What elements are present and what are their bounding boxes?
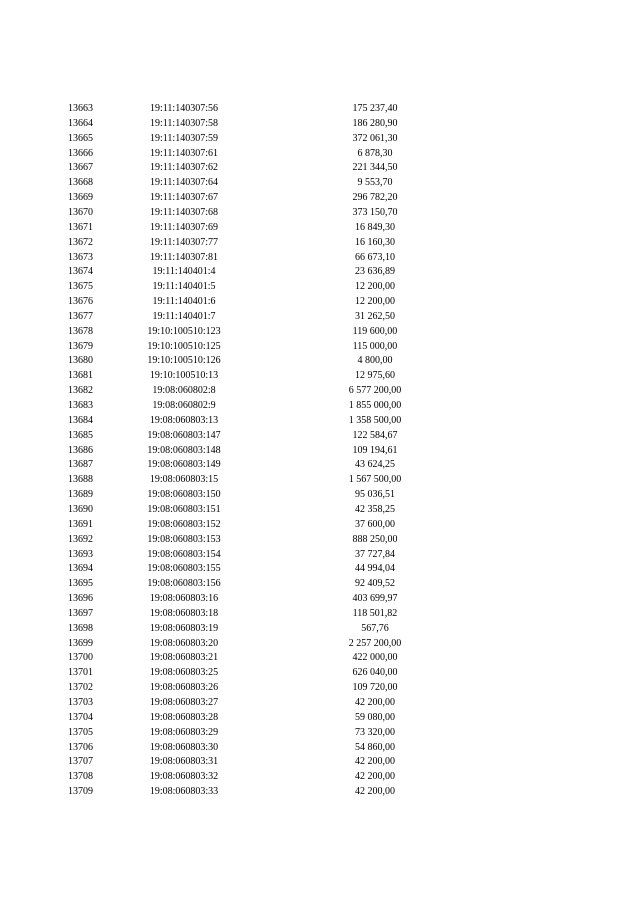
table-row xyxy=(0,429,640,444)
row-id-cell: 13693 xyxy=(68,548,93,560)
data-table xyxy=(0,102,640,802)
cadastral-code-cell: 19:08:060803:19 xyxy=(149,622,219,634)
cadastral-code-cell: 19:08:060803:21 xyxy=(149,652,219,664)
table-row xyxy=(0,607,640,622)
table-row xyxy=(0,191,640,206)
cadastral-code-cell: 19:08:060803:154 xyxy=(147,548,221,560)
table-row xyxy=(0,592,640,607)
cadastral-code-cell: 19:11:140307:56 xyxy=(150,103,218,114)
amount-cell: 1 855 000,00 xyxy=(348,400,402,411)
row-id-cell: 13676 xyxy=(68,296,93,308)
row-id-cell: 13706 xyxy=(68,741,93,753)
cadastral-code-cell: 19:08:060803:153 xyxy=(147,533,221,545)
cadastral-code-cell: 19:08:060803:18 xyxy=(149,607,219,619)
cadastral-code-cell: 19:11:140307:69 xyxy=(150,221,218,233)
cadastral-code-cell: 19:11:140401:5 xyxy=(152,281,216,293)
table-row xyxy=(0,147,640,162)
row-id-cell: 13677 xyxy=(68,310,93,322)
row-id-cell: 13686 xyxy=(68,444,93,456)
amount-cell: 372 061,30 xyxy=(352,132,398,144)
amount-cell: 9 553,70 xyxy=(357,177,393,189)
cadastral-code-cell: 19:08:060803:33 xyxy=(149,786,219,798)
amount-cell: 42 200,00 xyxy=(355,771,395,783)
amount-cell: 403 699,97 xyxy=(352,593,398,605)
row-id-cell: 13683 xyxy=(68,400,93,411)
cadastral-code-cell: 19:08:060803:20 xyxy=(149,637,219,649)
row-id-cell: 13702 xyxy=(68,682,93,694)
amount-cell: 42 200,00 xyxy=(355,697,395,708)
table-row xyxy=(0,637,640,652)
cadastral-code-cell: 19:08:060803:32 xyxy=(149,771,219,783)
amount-cell: 422 000,00 xyxy=(352,652,398,664)
row-id-cell: 13701 xyxy=(68,667,93,679)
amount-cell: 73 320,00 xyxy=(355,726,395,738)
cadastral-code-cell: 19:08:060803:150 xyxy=(147,489,221,501)
table-row xyxy=(0,399,640,414)
amount-cell: 118 501,82 xyxy=(352,607,398,619)
table-row xyxy=(0,785,640,800)
cadastral-code-cell: 19:08:060803:156 xyxy=(147,578,221,590)
cadastral-code-cell: 19:10:100510:126 xyxy=(147,355,221,367)
cadastral-code-cell: 19:08:060803:151 xyxy=(147,503,221,515)
amount-cell: 888 250,00 xyxy=(352,533,398,545)
table-row xyxy=(0,132,640,147)
amount-cell: 175 237,40 xyxy=(352,103,398,114)
amount-cell: 95 036,51 xyxy=(355,489,395,501)
cadastral-code-cell: 19:08:060803:155 xyxy=(147,563,221,575)
cadastral-code-cell: 19:08:060802:9 xyxy=(152,400,216,411)
table-row xyxy=(0,533,640,548)
amount-cell: 42 200,00 xyxy=(355,756,395,768)
table-row xyxy=(0,622,640,637)
row-id-cell: 13704 xyxy=(68,711,93,723)
cadastral-code-cell: 19:11:140401:4 xyxy=(152,266,216,278)
amount-cell: 373 150,70 xyxy=(352,206,398,218)
row-id-cell: 13692 xyxy=(68,533,93,545)
cadastral-code-cell: 19:08:060802:8 xyxy=(152,385,216,397)
row-id-cell: 13700 xyxy=(68,652,93,664)
cadastral-code-cell: 19:11:140401:6 xyxy=(152,296,216,308)
row-id-cell: 13694 xyxy=(68,563,93,575)
table-row xyxy=(0,176,640,191)
amount-cell: 12 200,00 xyxy=(355,296,395,308)
cadastral-code-cell: 19:08:060803:26 xyxy=(149,682,219,694)
row-id-cell: 13664 xyxy=(68,117,93,129)
table-row xyxy=(0,325,640,340)
table-row xyxy=(0,280,640,295)
row-id-cell: 13691 xyxy=(68,518,93,530)
cadastral-code-cell: 19:08:060803:15 xyxy=(149,474,219,486)
cadastral-code-cell: 19:11:140307:59 xyxy=(150,132,218,144)
amount-cell: 37 727,84 xyxy=(355,548,395,560)
amount-cell: 12 975,60 xyxy=(355,370,395,382)
table-row xyxy=(0,473,640,488)
cadastral-code-cell: 19:11:140307:67 xyxy=(150,192,218,204)
row-id-cell: 13707 xyxy=(68,756,93,768)
row-id-cell: 13688 xyxy=(68,474,93,486)
table-row xyxy=(0,458,640,473)
row-id-cell: 13709 xyxy=(68,786,93,798)
row-id-cell: 13696 xyxy=(68,593,93,605)
table-row xyxy=(0,681,640,696)
table-row xyxy=(0,265,640,280)
cadastral-code-cell: 19:10:100510:13 xyxy=(149,370,219,382)
cadastral-code-cell: 19:11:140307:58 xyxy=(150,117,218,129)
table-row xyxy=(0,102,640,117)
table-row xyxy=(0,741,640,756)
table-row xyxy=(0,755,640,770)
cadastral-code-cell: 19:08:060803:147 xyxy=(147,429,221,441)
amount-cell: 115 000,00 xyxy=(352,340,398,352)
amount-cell: 567,76 xyxy=(361,622,389,634)
cadastral-code-cell: 19:11:140401:7 xyxy=(152,310,216,322)
row-id-cell: 13689 xyxy=(68,489,93,501)
table-row xyxy=(0,488,640,503)
amount-cell: 16 160,30 xyxy=(355,236,395,248)
table-row xyxy=(0,161,640,176)
amount-cell: 54 860,00 xyxy=(355,741,395,753)
table-row xyxy=(0,369,640,384)
table-row xyxy=(0,518,640,533)
row-id-cell: 13669 xyxy=(68,192,93,204)
row-id-cell: 13680 xyxy=(68,355,93,367)
amount-cell: 221 344,50 xyxy=(352,162,398,174)
table-row xyxy=(0,384,640,399)
amount-cell: 2 257 200,00 xyxy=(348,637,402,649)
row-id-cell: 13667 xyxy=(68,162,93,174)
row-id-cell: 13672 xyxy=(68,236,93,248)
row-id-cell: 13708 xyxy=(68,771,93,783)
row-id-cell: 13675 xyxy=(68,281,93,293)
row-id-cell: 13666 xyxy=(68,147,93,159)
amount-cell: 626 040,00 xyxy=(352,667,398,679)
row-id-cell: 13673 xyxy=(68,251,93,263)
table-row xyxy=(0,562,640,577)
amount-cell: 16 849,30 xyxy=(355,221,395,233)
cadastral-code-cell: 19:08:060803:31 xyxy=(149,756,219,768)
amount-cell: 23 636,89 xyxy=(355,266,395,278)
cadastral-code-cell: 19:08:060803:27 xyxy=(149,697,219,708)
amount-cell: 44 994,04 xyxy=(355,563,395,575)
cadastral-code-cell: 19:11:140307:68 xyxy=(150,206,218,218)
amount-cell: 186 280,90 xyxy=(352,117,398,129)
row-id-cell: 13685 xyxy=(68,429,93,441)
amount-cell: 6 878,30 xyxy=(357,147,393,159)
amount-cell: 37 600,00 xyxy=(355,518,395,530)
amount-cell: 122 584,67 xyxy=(352,429,398,441)
amount-cell: 92 409,52 xyxy=(355,578,395,590)
row-id-cell: 13671 xyxy=(68,221,93,233)
cadastral-code-cell: 19:08:060803:152 xyxy=(147,518,221,530)
amount-cell: 66 673,10 xyxy=(355,251,395,263)
table-row xyxy=(0,354,640,369)
row-id-cell: 13699 xyxy=(68,637,93,649)
table-row xyxy=(0,206,640,221)
row-id-cell: 13698 xyxy=(68,622,93,634)
amount-cell: 109 720,00 xyxy=(352,682,398,694)
amount-cell: 6 577 200,00 xyxy=(348,385,402,397)
cadastral-code-cell: 19:08:060803:148 xyxy=(147,444,221,456)
row-id-cell: 13665 xyxy=(68,132,93,144)
table-row xyxy=(0,651,640,666)
table-row xyxy=(0,444,640,459)
cadastral-code-cell: 19:08:060803:16 xyxy=(149,593,219,605)
row-id-cell: 13684 xyxy=(68,414,93,426)
row-id-cell: 13703 xyxy=(68,697,93,708)
row-id-cell: 13668 xyxy=(68,177,93,189)
row-id-cell: 13681 xyxy=(68,370,93,382)
row-id-cell: 13695 xyxy=(68,578,93,590)
cadastral-code-cell: 19:08:060803:149 xyxy=(147,459,221,471)
amount-cell: 59 080,00 xyxy=(355,711,395,723)
amount-cell: 31 262,50 xyxy=(355,310,395,322)
cadastral-code-cell: 19:11:140307:61 xyxy=(150,147,218,159)
table-row xyxy=(0,548,640,563)
row-id-cell: 13697 xyxy=(68,607,93,619)
table-row xyxy=(0,221,640,236)
amount-cell: 1 567 500,00 xyxy=(348,474,402,486)
cadastral-code-cell: 19:11:140307:62 xyxy=(150,162,218,174)
cadastral-code-cell: 19:11:140307:77 xyxy=(150,236,218,248)
cadastral-code-cell: 19:11:140307:64 xyxy=(150,177,218,189)
amount-cell: 42 200,00 xyxy=(355,786,395,798)
table-row xyxy=(0,711,640,726)
cadastral-code-cell: 19:10:100510:125 xyxy=(147,340,221,352)
row-id-cell: 13682 xyxy=(68,385,93,397)
table-row xyxy=(0,340,640,355)
cadastral-code-cell: 19:08:060803:30 xyxy=(149,741,219,753)
amount-cell: 1 358 500,00 xyxy=(348,414,402,426)
table-row xyxy=(0,696,640,711)
table-row xyxy=(0,666,640,681)
amount-cell: 42 358,25 xyxy=(355,503,395,515)
cadastral-code-cell: 19:08:060803:25 xyxy=(149,667,219,679)
row-id-cell: 13705 xyxy=(68,726,93,738)
table-row xyxy=(0,295,640,310)
amount-cell: 119 600,00 xyxy=(352,325,398,337)
cadastral-code-cell: 19:08:060803:28 xyxy=(149,711,219,723)
amount-cell: 43 624,25 xyxy=(355,459,395,471)
row-id-cell: 13690 xyxy=(68,503,93,515)
cadastral-code-cell: 19:10:100510:123 xyxy=(147,325,221,337)
cadastral-code-cell: 19:08:060803:13 xyxy=(149,414,219,426)
cadastral-code-cell: 19:08:060803:29 xyxy=(149,726,219,738)
amount-cell: 12 200,00 xyxy=(355,281,395,293)
table-row xyxy=(0,726,640,741)
row-id-cell: 13679 xyxy=(68,340,93,352)
amount-cell: 109 194,61 xyxy=(352,444,398,456)
table-row xyxy=(0,577,640,592)
table-row xyxy=(0,414,640,429)
table-row xyxy=(0,310,640,325)
row-id-cell: 13670 xyxy=(68,206,93,218)
row-id-cell: 13674 xyxy=(68,266,93,278)
table-row xyxy=(0,117,640,132)
row-id-cell: 13663 xyxy=(68,103,93,114)
row-id-cell: 13687 xyxy=(68,459,93,471)
row-id-cell: 13678 xyxy=(68,325,93,337)
cadastral-code-cell: 19:11:140307:81 xyxy=(150,251,218,263)
amount-cell: 296 782,20 xyxy=(352,192,398,204)
table-row xyxy=(0,236,640,251)
amount-cell: 4 800,00 xyxy=(357,355,393,367)
table-row xyxy=(0,503,640,518)
table-row xyxy=(0,770,640,785)
table-row xyxy=(0,251,640,266)
